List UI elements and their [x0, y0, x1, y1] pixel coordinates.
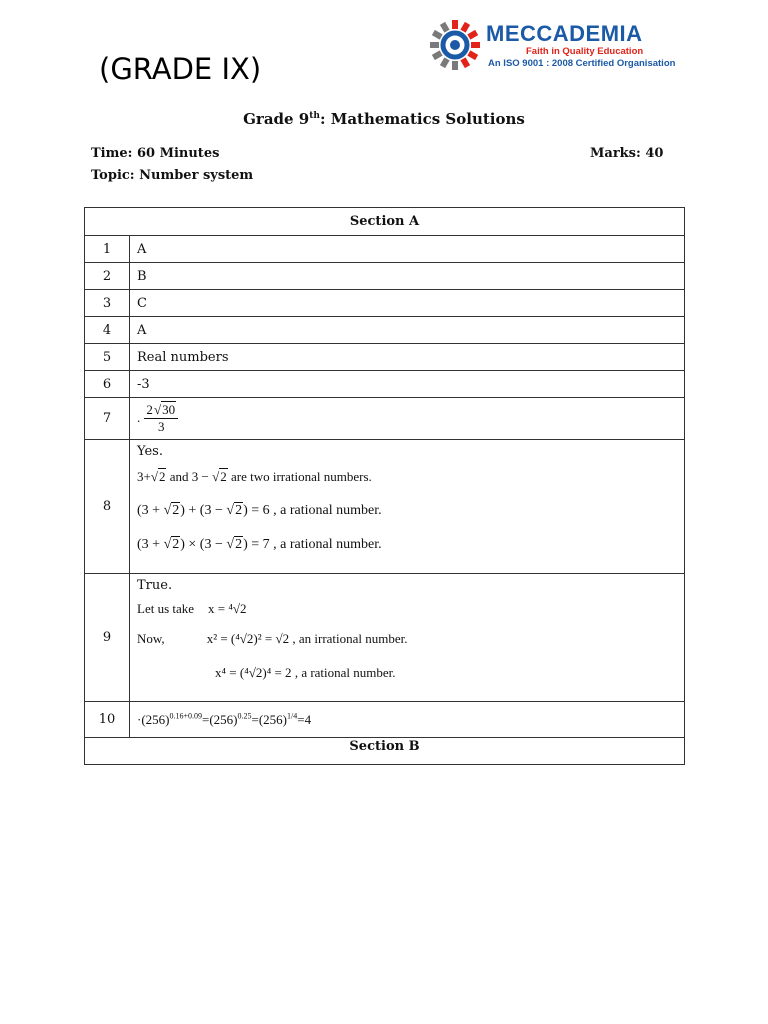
gear-logo-icon — [428, 18, 482, 72]
math-line: x⁴ = (⁴√2)⁴ = 2 , a rational number. — [215, 665, 396, 680]
solutions-table — [84, 207, 685, 765]
answer-cell: B — [130, 263, 685, 290]
document-title: Grade 9th: Mathematics Solutions — [243, 110, 525, 128]
answer-cell — [130, 440, 685, 574]
question-number: 8 — [85, 440, 130, 574]
table-row — [85, 398, 685, 440]
marks-label: Marks: 40 — [590, 146, 664, 161]
topic-label: Topic: Number system — [91, 168, 254, 183]
question-number: 4 — [85, 317, 130, 344]
answer-cell: A — [130, 317, 685, 344]
question-number: 10 — [85, 702, 130, 738]
grade-label: (GRADE IX) — [99, 52, 262, 86]
section-b-header-row — [85, 738, 685, 765]
logo-certification: An ISO 9001 : 2008 Certified Organisation — [488, 58, 676, 69]
math-line: Now, x² = (⁴√2)² = √2 , an irrational number. — [137, 631, 408, 646]
table-row — [85, 371, 685, 398]
table-row — [85, 344, 685, 371]
answer-cell — [130, 702, 685, 738]
answer-lead: Yes. — [137, 444, 163, 459]
answer-cell: C — [130, 290, 685, 317]
logo-tagline: Faith in Quality Education — [526, 46, 644, 57]
question-number: 1 — [85, 236, 130, 263]
question-number: 2 — [85, 263, 130, 290]
table-row — [85, 263, 685, 290]
answer-cell: Real numbers — [130, 344, 685, 371]
table-row — [85, 317, 685, 344]
answer-cell: . $\frac{2 √30}{3}$ — [130, 398, 685, 440]
math-line: Let us take x = ⁴√2 — [137, 601, 247, 616]
time-label: Time: 60 Minutes — [91, 146, 220, 161]
math-expression: $\cdot(256)^{0.16+0.09}=(256)^{0.25}=(256)^{1/4}=4$ — [137, 711, 312, 727]
question-number: 3 — [85, 290, 130, 317]
table-row — [85, 290, 685, 317]
question-number: 6 — [85, 371, 130, 398]
section-a-heading: Section A — [85, 208, 685, 236]
table-row — [85, 702, 685, 738]
question-number: 7 — [85, 398, 130, 440]
math-line: 3+√2 and 3 − √2 are two irrational numbers. — [137, 469, 372, 484]
table-row — [85, 236, 685, 263]
math-line: (3 + √2) × (3 − √2) = 7 , a rational number. — [137, 537, 382, 552]
section-a-header-row — [85, 208, 685, 236]
section-b-heading: Section B — [85, 738, 685, 765]
question-number: 5 — [85, 344, 130, 371]
answer-cell: -3 — [130, 371, 685, 398]
math-line: (3 + √2) + (3 − √2) = 6 , a rational number. — [137, 503, 382, 518]
fraction: $\frac{2 √30}{3}$ — [144, 402, 178, 435]
table-row — [85, 440, 685, 574]
meccademia-logo — [428, 14, 678, 76]
answer-cell — [130, 574, 685, 702]
table-row — [85, 574, 685, 702]
answer-cell: A — [130, 236, 685, 263]
answer-lead: True. — [137, 578, 173, 593]
question-number: 9 — [85, 574, 130, 702]
logo-name: MECCADEMIA — [486, 21, 643, 46]
